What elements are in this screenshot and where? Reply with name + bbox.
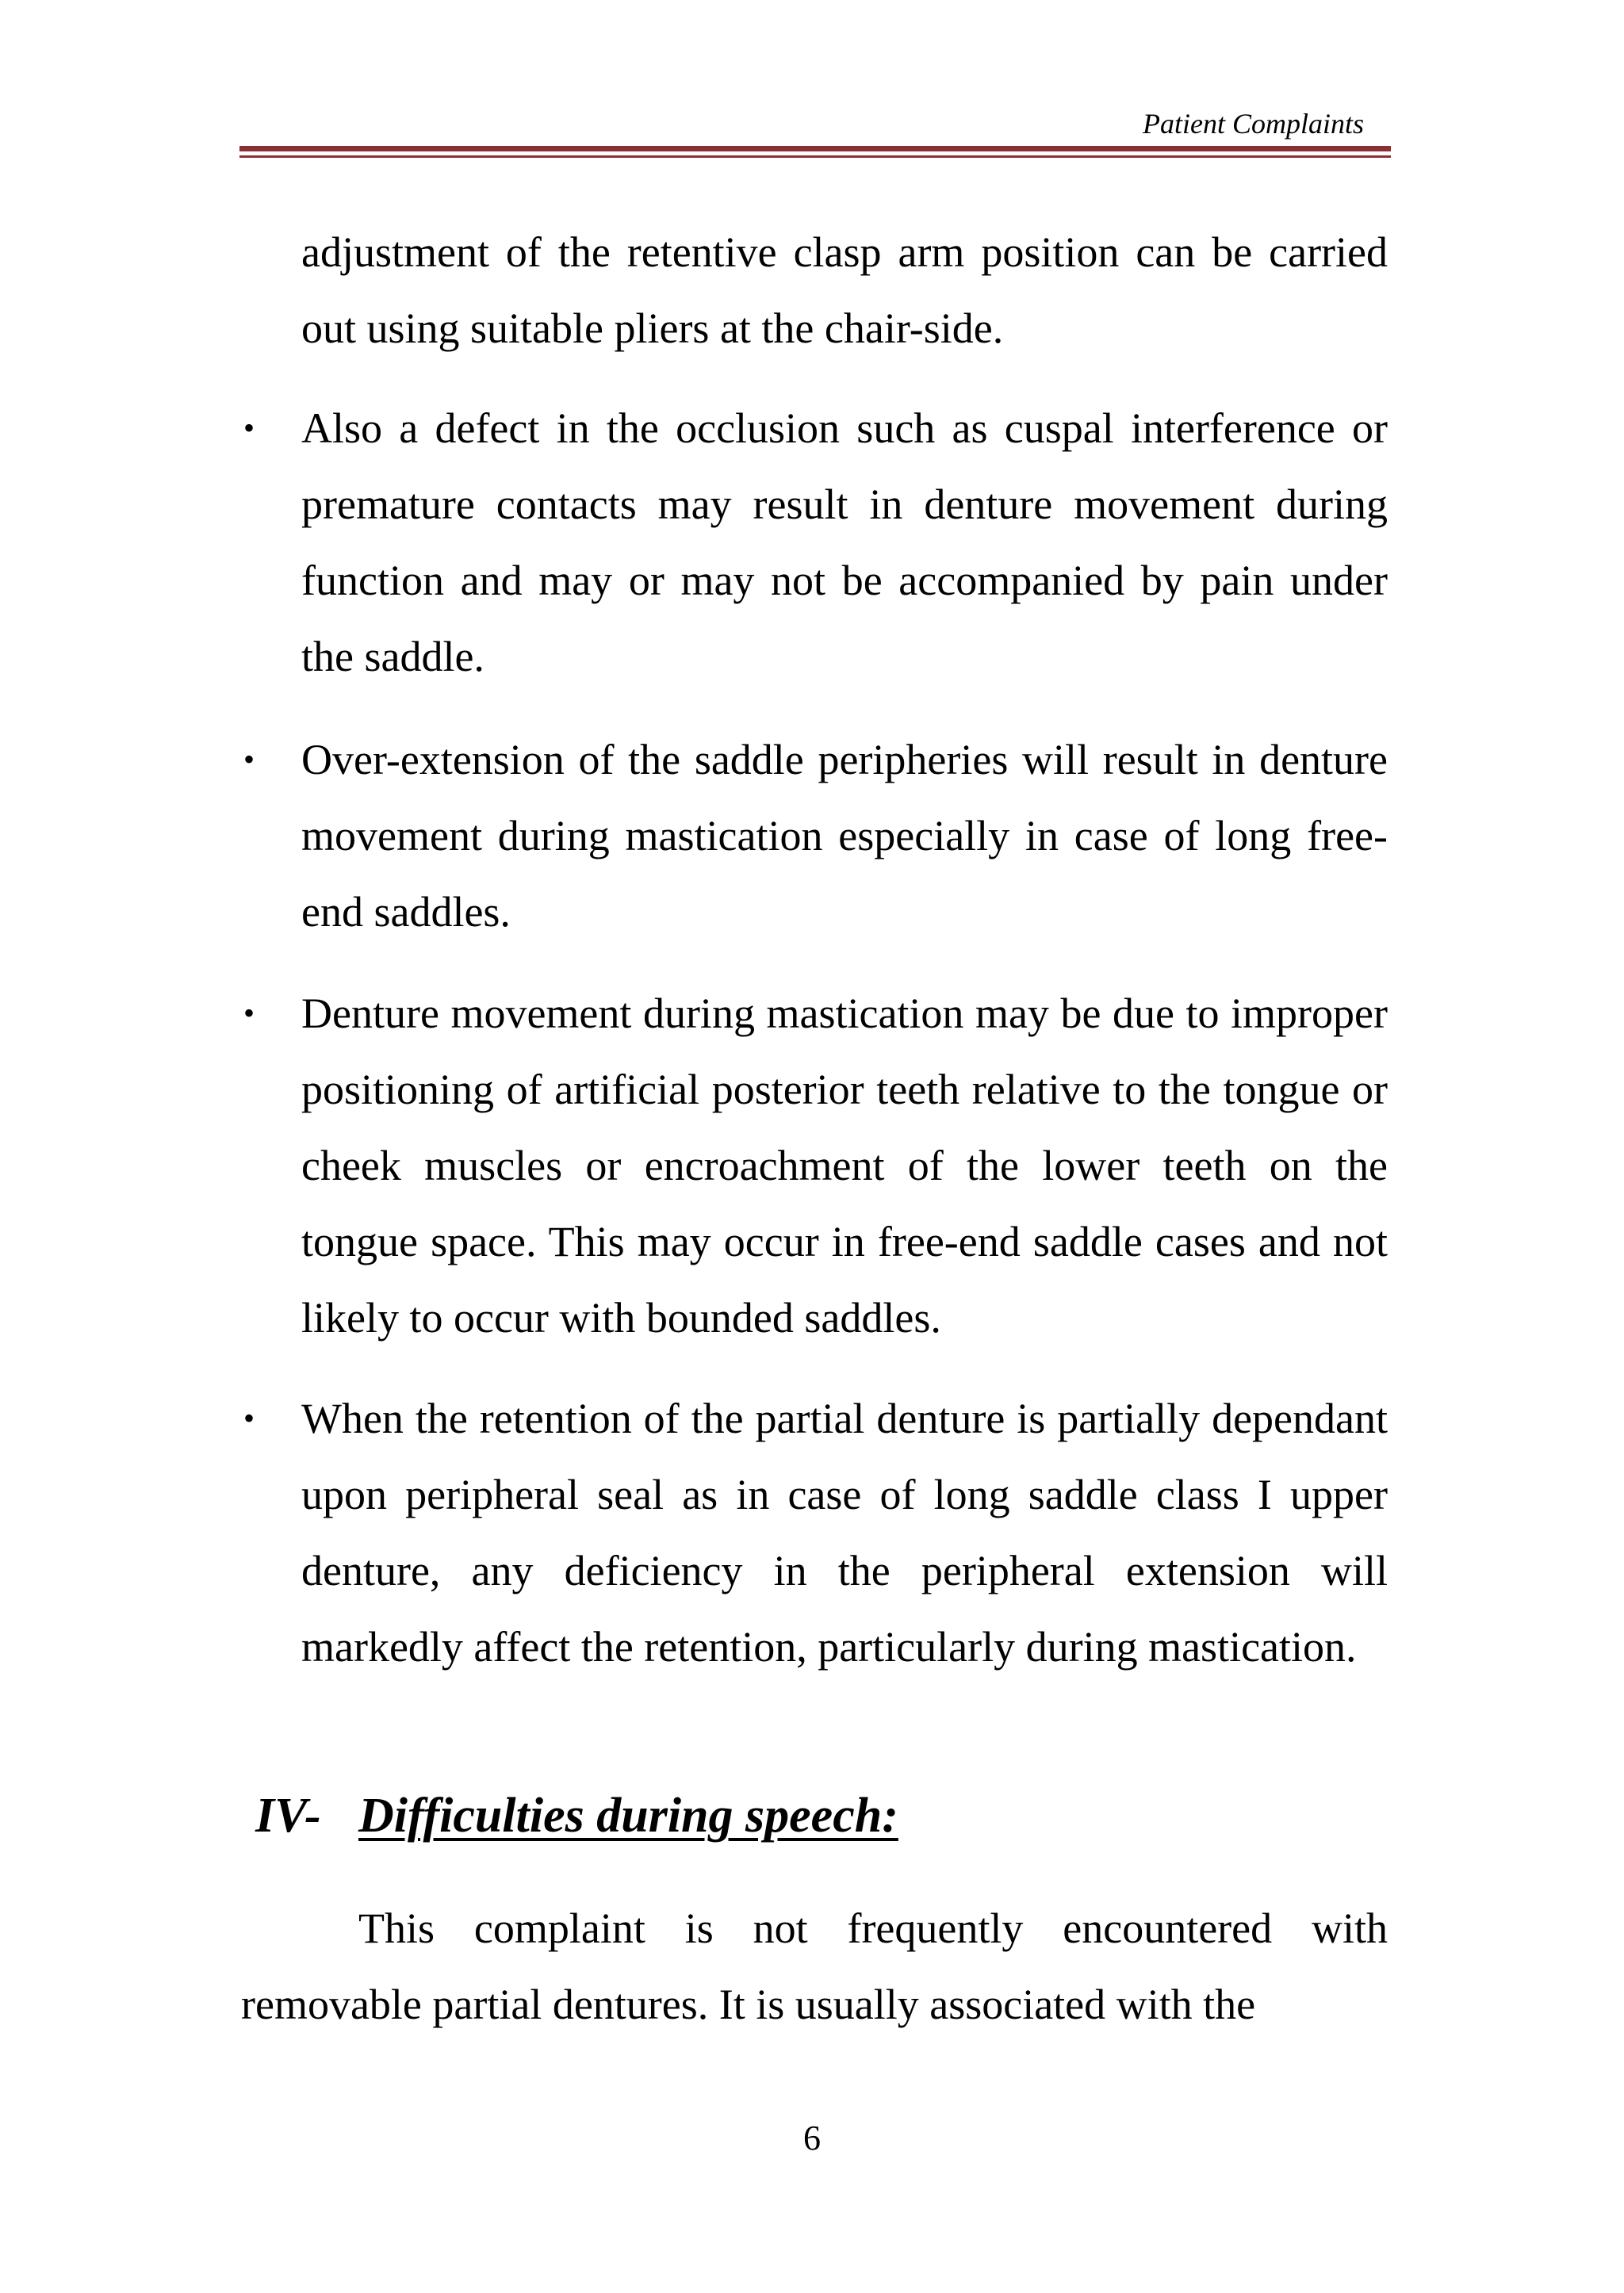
page-number: 6 bbox=[803, 2119, 821, 2157]
body-paragraph: This complaint is not frequently encountered with removable partial dentures. It is usually associated with the bbox=[241, 1904, 1388, 2028]
bullet-item-tooth-positioning: Denture movement during mastication may be due to improper positioning of artificial posterior teeth relative to the tongue or cheek muscles or encroachment of the lower teeth on the tongue space. This may occur in free-end saddle cases and not likely to occur with bounded saddles. bbox=[301, 990, 1388, 1342]
bullet-item-overextension: Over-extension of the saddle peripheries will result in denture movement during mastication especially in case of long free-end saddles. bbox=[301, 736, 1388, 936]
header-rule-thick bbox=[239, 146, 1391, 151]
section-title: Difficulties during speech: bbox=[358, 1789, 898, 1843]
header-rule-thin bbox=[239, 155, 1391, 158]
bullet-marker: • bbox=[243, 1400, 255, 1436]
bullet-item-occlusion: Also a defect in the occlusion such as cuspal interference or premature contacts may result in denture movement during function and may or may not be accompanied by pain under the saddle. bbox=[301, 404, 1388, 680]
bullet-item-peripheral-seal: When the retention of the partial denture is partially dependant upon peripheral seal as in case of long saddle class I upper denture, any deficiency in the peripheral extension will markedly affect the retention, particularly during mastication. bbox=[301, 1395, 1388, 1671]
bullet-marker: • bbox=[243, 741, 255, 777]
bullet-marker: • bbox=[243, 410, 255, 446]
section-heading bbox=[255, 1784, 898, 1847]
section-number: IV- bbox=[255, 1789, 321, 1843]
continuation-text: adjustment of the retentive clasp arm position can be carried out using suitable pliers at the chair-side. bbox=[301, 228, 1388, 352]
running-header: Patient Complaints bbox=[1143, 108, 1364, 140]
bullet-marker: • bbox=[243, 995, 255, 1031]
